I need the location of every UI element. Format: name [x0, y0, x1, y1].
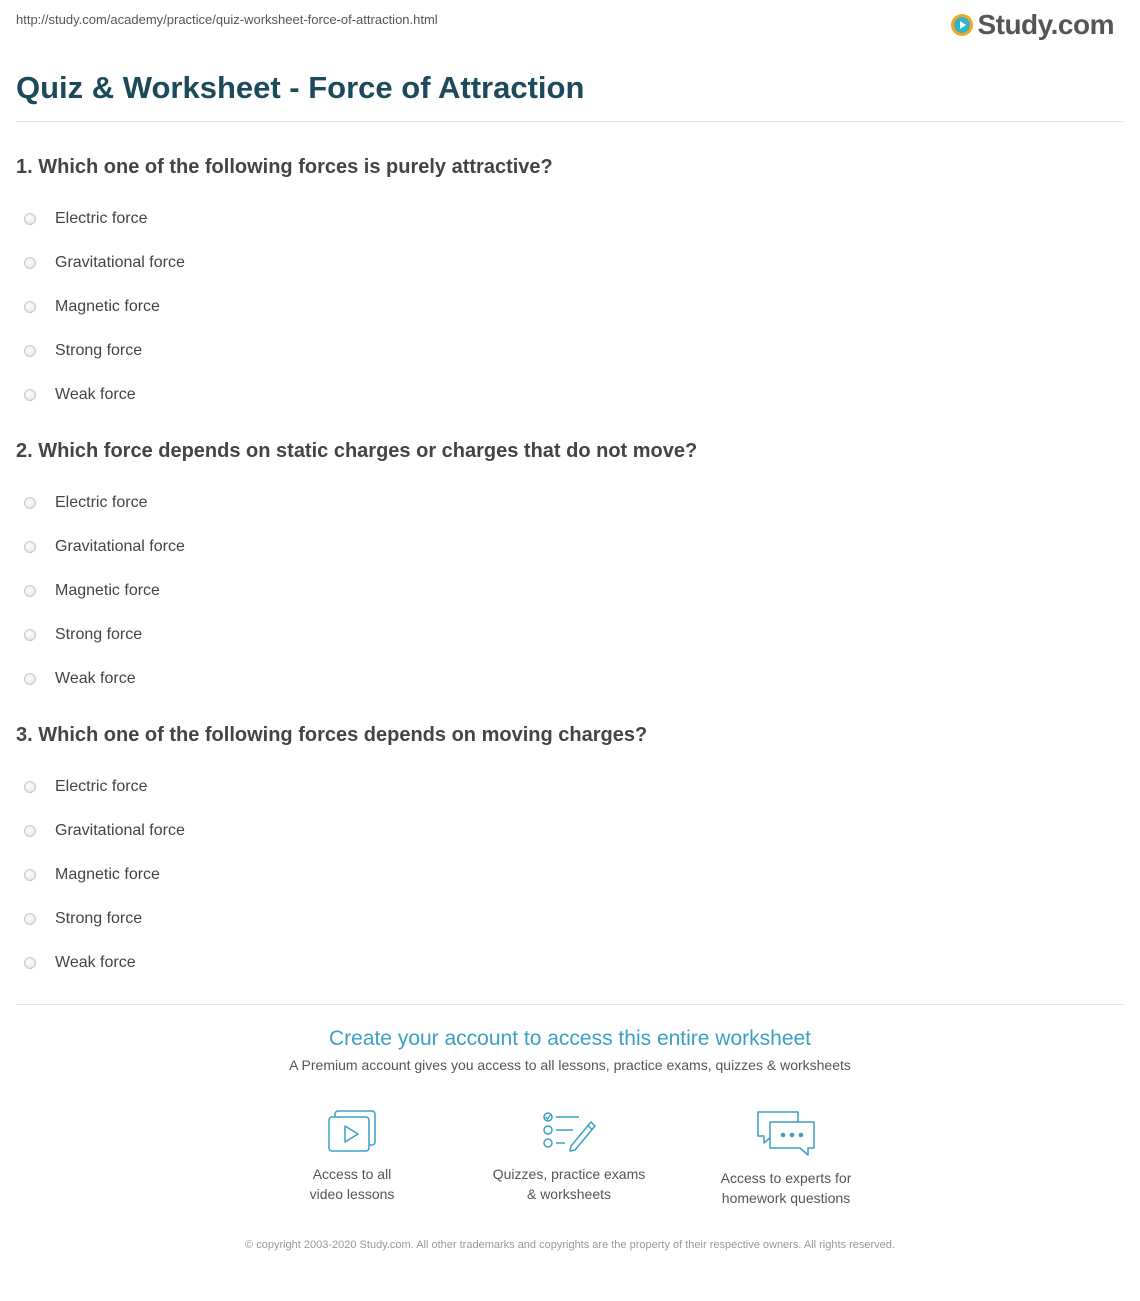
radio-button[interactable] — [24, 957, 36, 969]
answer-option[interactable] — [16, 197, 1116, 241]
feature-label-line: homework questions — [721, 1190, 851, 1206]
feature-label — [242, 1164, 462, 1204]
radio-button[interactable] — [24, 673, 36, 685]
feature-label-line: & worksheets — [526, 1186, 612, 1202]
feature-label — [676, 1168, 896, 1208]
answer-options — [16, 765, 1116, 985]
answer-option[interactable] — [16, 373, 1116, 417]
question-text: 1. Which one of the following forces is purely attractive? — [16, 156, 553, 178]
option-label: Gravitational force — [55, 822, 185, 839]
option-label: Weak force — [55, 670, 136, 687]
chat-bubbles-icon — [754, 1108, 818, 1158]
question-3 — [16, 721, 1116, 985]
answer-option[interactable] — [16, 897, 1116, 941]
feature-label-line: video lessons — [309, 1186, 395, 1202]
question-text: 3. Which one of the following forces depends on moving charges? — [16, 724, 648, 746]
feature-label-line: Access to all — [312, 1166, 392, 1182]
create-account-link[interactable]: Create your account to access this entire worksheet — [328, 1027, 812, 1050]
study-logo[interactable] — [951, 8, 1114, 42]
video-lessons-icon — [326, 1108, 378, 1154]
answer-option[interactable] — [16, 809, 1116, 853]
radio-button[interactable] — [24, 497, 36, 509]
option-label: Magnetic force — [55, 866, 160, 883]
answer-option[interactable] — [16, 285, 1116, 329]
answer-option[interactable] — [16, 569, 1116, 613]
feature-label-line: Access to experts for — [720, 1170, 852, 1186]
radio-button[interactable] — [24, 869, 36, 881]
option-label: Magnetic force — [55, 582, 160, 599]
option-label: Electric force — [55, 494, 148, 511]
cta-subtitle: A Premium account gives you access to all lessons, practice exams, quizzes & worksheets — [289, 1057, 851, 1073]
copyright-notice: © copyright 2003-2020 Study.com. All other trademarks and copyrights are the property of their respective owners. All rights reserved. — [245, 1239, 895, 1251]
radio-button[interactable] — [24, 825, 36, 837]
feature-label — [459, 1164, 679, 1204]
option-label: Strong force — [55, 910, 143, 927]
radio-button[interactable] — [24, 257, 36, 269]
radio-button[interactable] — [24, 629, 36, 641]
answer-option[interactable] — [16, 657, 1116, 701]
radio-button[interactable] — [24, 913, 36, 925]
page-title: Quiz & Worksheet - Force of Attraction — [16, 70, 585, 105]
feature-video-lessons — [242, 1108, 462, 1204]
question-1 — [16, 153, 1116, 417]
option-label: Gravitational force — [55, 254, 185, 271]
logo-text: Study.com — [977, 9, 1114, 40]
question-2 — [16, 437, 1116, 701]
answer-option[interactable] — [16, 525, 1116, 569]
play-circle-icon — [951, 14, 973, 36]
quiz-checklist-icon — [541, 1108, 597, 1154]
answer-option[interactable] — [16, 481, 1116, 525]
answer-option[interactable] — [16, 613, 1116, 657]
top-bar — [0, 0, 1140, 50]
option-label: Weak force — [55, 954, 136, 971]
option-label: Strong force — [55, 342, 143, 359]
answer-option[interactable] — [16, 329, 1116, 373]
radio-button[interactable] — [24, 585, 36, 597]
radio-button[interactable] — [24, 781, 36, 793]
option-label: Strong force — [55, 626, 143, 643]
question-text: 2. Which force depends on static charges or charges that do not move? — [16, 440, 698, 462]
radio-button[interactable] — [24, 345, 36, 357]
radio-button[interactable] — [24, 541, 36, 553]
answer-options — [16, 197, 1116, 417]
answer-options — [16, 481, 1116, 701]
option-label: Electric force — [55, 210, 148, 227]
answer-option[interactable] — [16, 241, 1116, 285]
title-divider — [16, 121, 1124, 122]
answer-option[interactable] — [16, 765, 1116, 809]
feature-label-line: Quizzes, practice exams — [492, 1166, 646, 1182]
page-url[interactable]: http://study.com/academy/practice/quiz-worksheet-force-of-attraction.html — [16, 12, 438, 27]
answer-option[interactable] — [16, 853, 1116, 897]
option-label: Electric force — [55, 778, 148, 795]
feature-quizzes — [459, 1108, 679, 1204]
radio-button[interactable] — [24, 389, 36, 401]
radio-button[interactable] — [24, 213, 36, 225]
feature-experts — [676, 1108, 896, 1208]
option-label: Magnetic force — [55, 298, 160, 315]
option-label: Weak force — [55, 386, 136, 403]
option-label: Gravitational force — [55, 538, 185, 555]
radio-button[interactable] — [24, 301, 36, 313]
cta-divider — [16, 1004, 1124, 1005]
answer-option[interactable] — [16, 941, 1116, 985]
